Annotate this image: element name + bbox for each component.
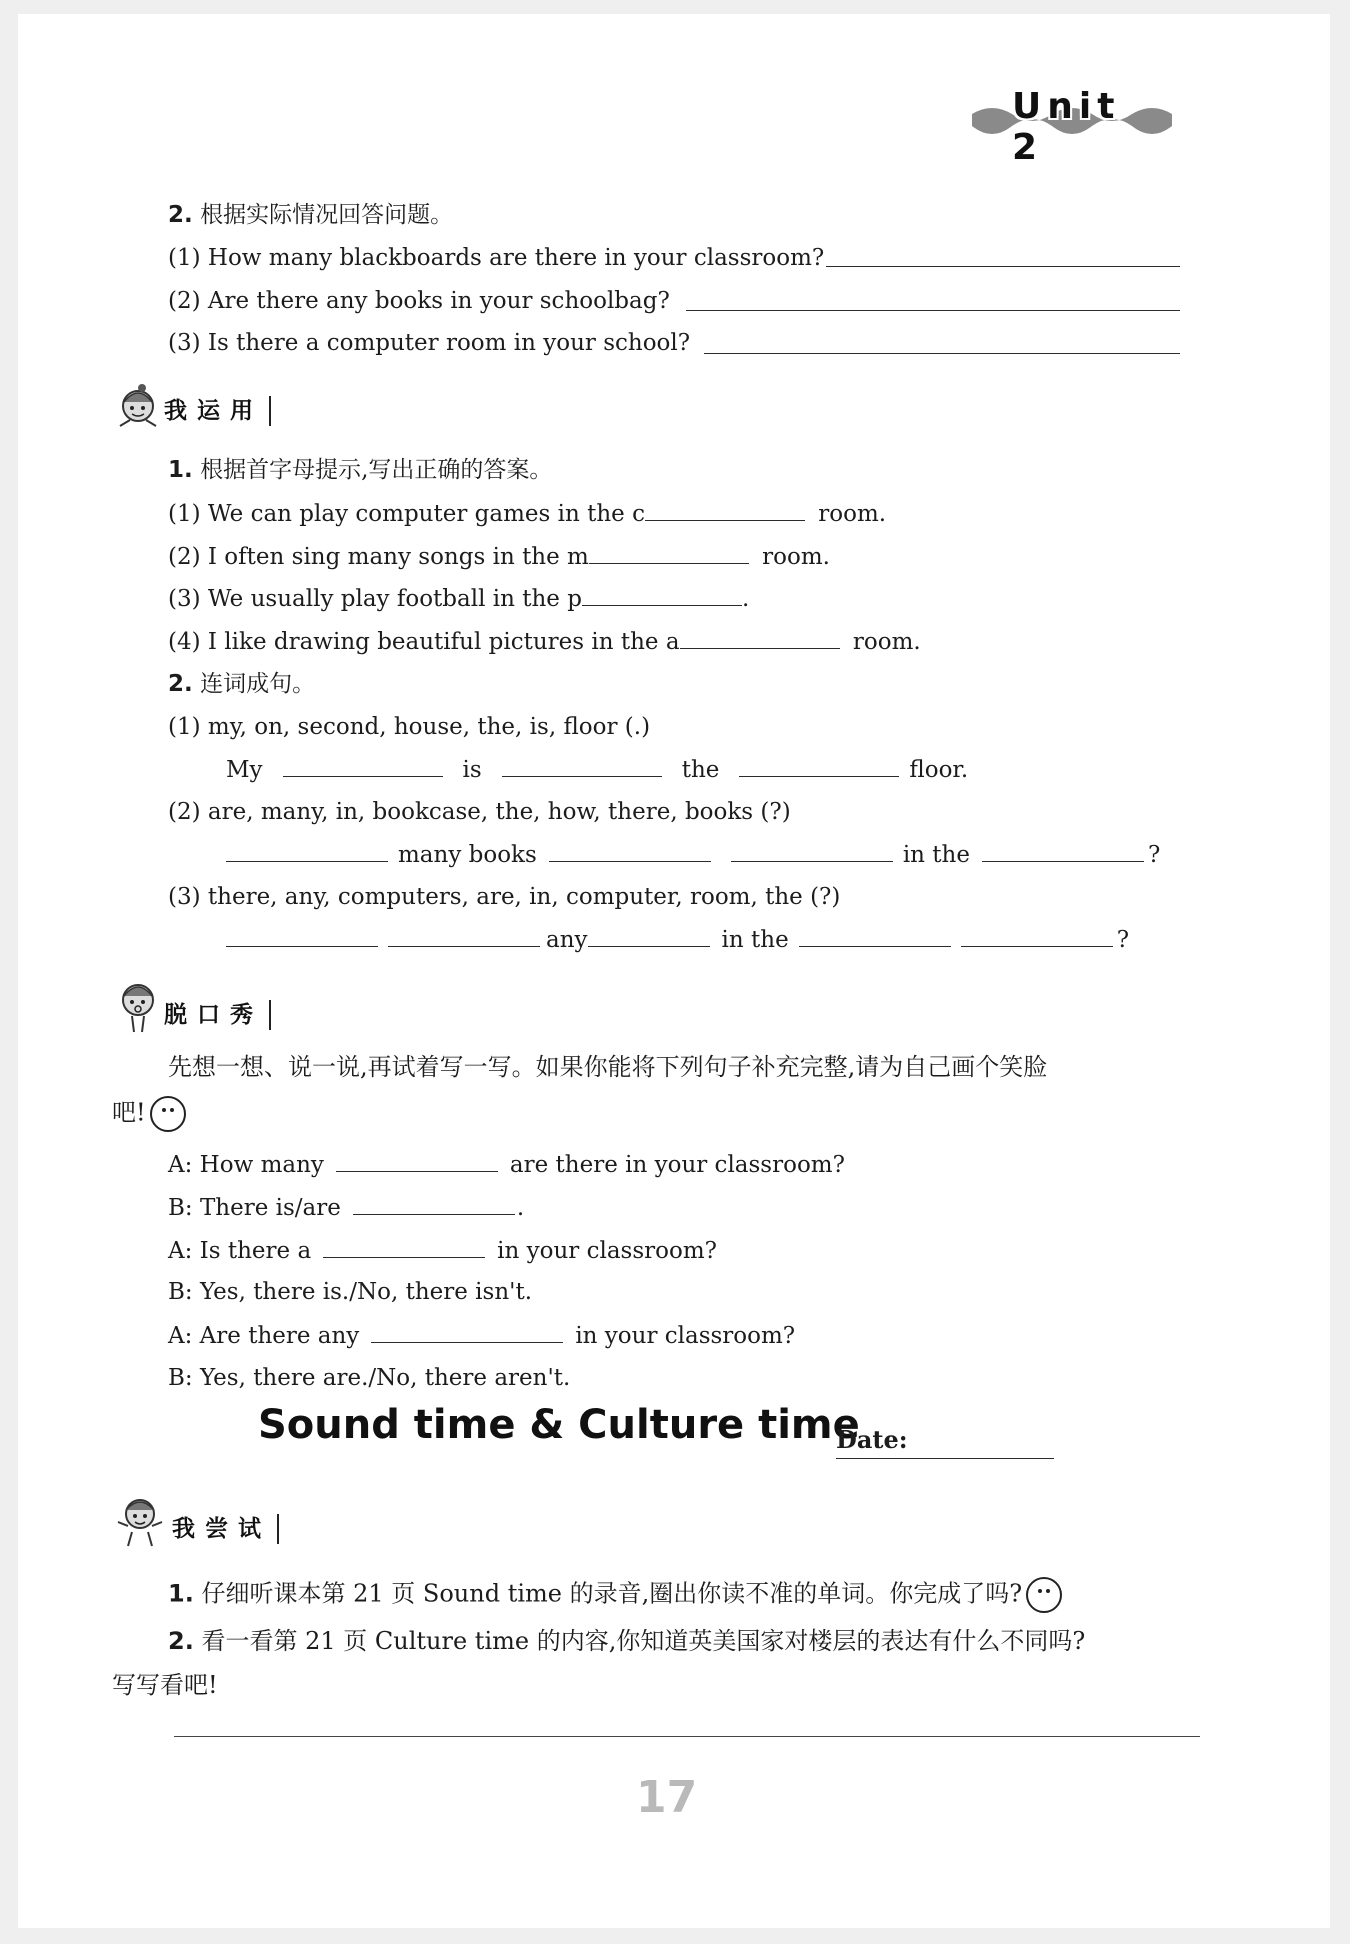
answer-blank[interactable] [731,839,893,862]
scrambled-words: are, many, in, bookcase, the, how, there, books (?) [207,799,791,825]
item-text-end: room. [762,544,830,570]
answer-line[interactable] [826,266,1180,267]
section-header-try [112,1492,332,1548]
section-title: 我运用 [164,396,271,426]
answer-blank[interactable] [799,924,951,947]
word-any: any [546,927,588,953]
answer-blank[interactable] [645,498,805,521]
girl-mascot-icon [112,1492,168,1548]
answer-blank[interactable] [961,924,1113,947]
question-number: 2. [168,1627,194,1655]
question-text: 看一看第 21 页 Culture time 的内容,你知道英美国家对楼层的表达有什么不同吗? [201,1627,1086,1655]
item-number: (3) [168,884,201,910]
item-text: I often sing many songs in the m [207,544,589,570]
section-title: 我尝试 [172,1514,279,1544]
word-in-the: in the [721,927,789,953]
answer-item [168,286,670,316]
sentence-answer-row [226,839,1160,870]
dialogue-text: Are there any [199,1323,360,1349]
try-question-1 [168,1577,1062,1613]
speaker-label: B: [168,1279,193,1305]
dialogue-text-end: in your classroom? [575,1323,796,1349]
question-text: 仔细听课本第 21 页 Sound time 的录音,圈出你读不准的单词。你完成了吗? [201,1579,1023,1608]
question-instruction: 根据首字母提示,写出正确的答案。 [200,457,553,483]
talk-instruction: 先想一想、说一说,再试着写一写。如果你能将下列句子补充完整,请为自己画个笑脸 [168,1053,1048,1081]
word-the: the [681,757,720,783]
section-title: 脱口秀 [164,1000,271,1030]
item-text-end: . [741,586,750,612]
answer-item [168,328,690,358]
item-number: (2) [168,544,201,570]
speaker-label: A: [168,1323,193,1349]
dialogue-line [168,1149,845,1180]
item-number: (4) [168,629,201,655]
speaker-label: B: [168,1195,193,1221]
answer-item [168,243,824,273]
smiley-face-icon[interactable] [1026,1577,1062,1613]
answer-blank[interactable] [589,541,749,564]
speaker-label: A: [168,1238,193,1264]
question-number: 2. [168,202,193,228]
unit-badge [972,86,1150,168]
dialogue-text: There is/are [199,1195,341,1221]
date-answer-line[interactable] [836,1458,1054,1459]
girl-mascot-icon [112,382,168,438]
item-number: (3) [168,330,201,356]
lesson-title: Sound time & Culture time [258,1402,860,1448]
item-number: (2) [168,288,201,314]
question-2-heading [168,200,453,230]
item-text: We can play computer games in the c [207,501,645,527]
answer-writing-line[interactable] [174,1736,1200,1737]
question-number: 1. [168,1579,194,1608]
answer-blank[interactable] [502,754,662,777]
dialogue-text-end: in your classroom? [497,1238,717,1264]
dialogue-text: How many [199,1152,324,1178]
dialogue-line [168,1320,795,1351]
question-2-heading [168,669,315,699]
item-text: Are there any books in your schoolbag? [207,288,670,314]
word-list [168,882,840,912]
dialogue-text: Yes, there is./No, there isn't. [199,1279,533,1305]
speaker-label: B: [168,1365,193,1391]
word-many-books: many books [398,842,537,868]
dialogue-text: Yes, there are./No, there aren't. [199,1365,571,1391]
item-text: I like drawing beautiful pictures in the a [207,629,680,655]
question-1-heading [168,455,552,485]
question-number: 2. [168,671,193,697]
dialogue-text-end: are there in your classroom? [509,1152,845,1178]
unit-title: Unit 2 [1012,86,1121,168]
word-floor: floor. [909,757,969,783]
item-text: We usually play football in the p [207,586,582,612]
answer-blank[interactable] [323,1235,485,1258]
item-number: (3) [168,586,201,612]
girl-mascot-icon [112,978,168,1034]
dialogue-line [168,1235,717,1266]
answer-blank[interactable] [588,924,710,947]
item-number: (1) [168,714,201,740]
question-mark: ? [1147,842,1161,868]
word-in-the: in the [902,842,970,868]
speaker-label: A: [168,1152,193,1178]
fill-in-item [168,541,830,572]
word-list [168,797,791,827]
try-question-2-end: 写写看吧! [112,1671,218,1699]
item-text: How many blackboards are there in your classroom? [207,245,825,271]
question-instruction: 根据实际情况回答问题。 [200,202,454,228]
scrambled-words: there, any, computers, are, in, computer, room, the (?) [207,884,841,910]
try-question-2 [168,1626,1085,1656]
scrambled-words: my, on, second, house, the, is, floor (.) [207,714,651,740]
answer-blank[interactable] [388,924,540,947]
fill-in-item [168,626,921,657]
dialogue-line [168,1192,524,1223]
dialogue-line [168,1363,570,1393]
answer-blank[interactable] [371,1320,563,1343]
word-my: My [226,757,263,783]
page-number: 17 [636,1772,698,1823]
answer-blank[interactable] [226,839,388,862]
item-number: (1) [168,501,201,527]
smiley-face-icon[interactable] [150,1096,186,1132]
question-number: 1. [168,457,193,483]
dialogue-text-end: . [516,1195,525,1221]
word-list [168,712,650,742]
answer-blank[interactable] [549,839,711,862]
question-instruction: 连词成句。 [200,671,316,697]
item-number: (1) [168,245,201,271]
dialogue-text: Is there a [199,1238,312,1264]
dialogue-line [168,1277,532,1307]
item-text-end: room. [818,501,887,527]
date-label: Date: [836,1425,908,1454]
answer-blank[interactable] [680,626,840,649]
instruction-end-text: 吧! [112,1098,146,1127]
item-text: Is there a computer room in your school? [207,330,691,356]
answer-blank[interactable] [336,1149,498,1172]
sentence-answer-row [226,754,968,785]
answer-blank[interactable] [739,754,899,777]
sentence-answer-row [226,924,1129,955]
section-header-talk [112,978,312,1034]
answer-blank[interactable] [582,583,742,606]
question-mark: ? [1116,927,1130,953]
answer-line[interactable] [704,353,1180,354]
answer-blank[interactable] [353,1192,515,1215]
item-text-end: room. [852,629,921,655]
fill-in-item [168,583,749,614]
answer-line[interactable] [686,310,1180,311]
answer-blank[interactable] [982,839,1144,862]
section-header-use [112,382,312,438]
answer-blank[interactable] [226,924,378,947]
answer-blank[interactable] [283,754,443,777]
talk-instruction-end [112,1096,186,1132]
fill-in-item [168,498,886,529]
word-is: is [462,757,482,783]
item-number: (2) [168,799,201,825]
